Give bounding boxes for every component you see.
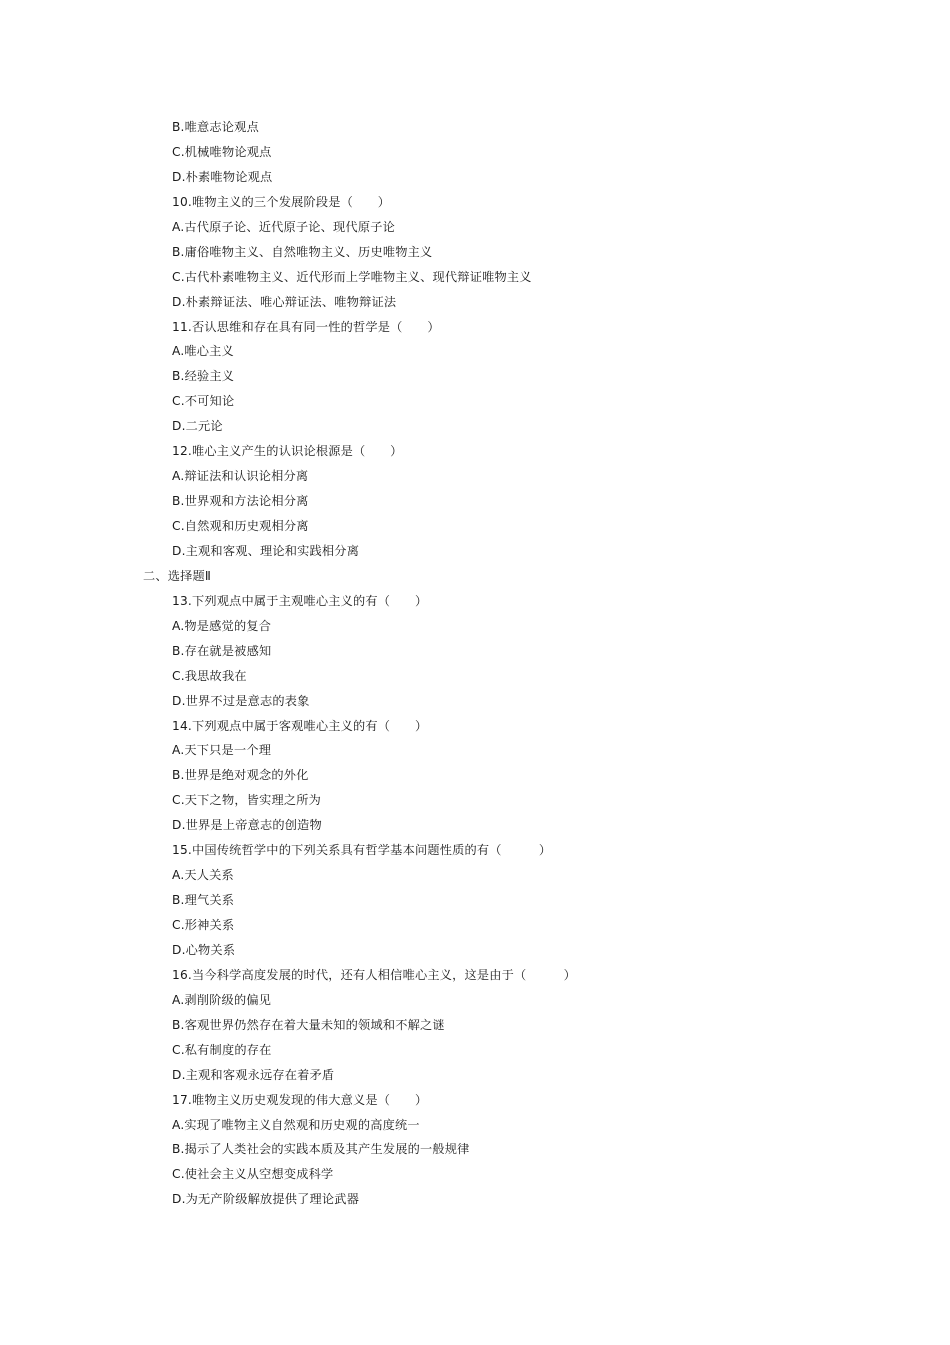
- text-line: A.天人关系: [172, 868, 234, 883]
- text-line: D.心物关系: [172, 942, 236, 957]
- text-line: B.理气关系: [172, 893, 235, 908]
- text-line: D.朴素辩证法、唯心辩证法、唯物辩证法: [172, 294, 397, 309]
- text-line: B.庸俗唯物主义、自然唯物主义、历史唯物主义: [172, 244, 433, 259]
- text-line: D.主观和客观、理论和实践相分离: [172, 543, 360, 558]
- text-line: D.为无产阶级解放提供了理论武器: [172, 1192, 360, 1207]
- text-line: C.不可知论: [172, 394, 235, 409]
- text-line: A.实现了唯物主义自然观和历史观的高度统一: [172, 1117, 420, 1132]
- text-line: B.客观世界仍然存在着大量未知的领域和不解之谜: [172, 1017, 445, 1032]
- text-line: A.物是感觉的复合: [172, 618, 272, 633]
- text-line: A.唯心主义: [172, 344, 234, 359]
- text-line: C.天下之物，皆实理之所为: [172, 793, 322, 808]
- text-line: 13.下列观点中属于主观唯心主义的有（ ）: [172, 593, 428, 608]
- text-line: C.形神关系: [172, 918, 235, 932]
- text-line: B.唯意志论观点: [172, 120, 259, 134]
- text-line: D.世界是上帝意志的创造物: [172, 818, 322, 833]
- text-line: A.天下只是一个理: [172, 743, 272, 758]
- text-line: C.私有制度的存在: [172, 1042, 272, 1057]
- text-line: 12.唯心主义产生的认识论根源是（ ）: [172, 444, 403, 459]
- text-line: C.机械唯物论观点: [172, 144, 272, 159]
- text-line: 16.当今科学高度发展的时代，还有人相信唯心主义，这是由于（ ）: [172, 967, 576, 982]
- text-line: 15.中国传统哲学中的下列关系具有哲学基本问题性质的有（ ）: [172, 843, 552, 858]
- text-line: 11.否认思维和存在具有同一性的哲学是（ ）: [172, 319, 440, 334]
- text-line: D.世界不过是意志的表象: [172, 693, 310, 708]
- section-heading: 二、选择题Ⅱ: [143, 568, 212, 583]
- text-line: A.辩证法和认识论相分离: [172, 469, 309, 484]
- text-line: B.经验主义: [172, 369, 235, 384]
- text-line: C.使社会主义从空想变成科学: [172, 1167, 334, 1182]
- text-line: 10.唯物主义的三个发展阶段是（ ）: [172, 194, 391, 209]
- text-line: D.朴素唯物论观点: [172, 169, 273, 184]
- text-line: D.主观和客观永远存在着矛盾: [172, 1067, 335, 1082]
- text-line: B.揭示了人类社会的实践本质及其产生发展的一般规律: [172, 1142, 470, 1157]
- text-line: A.古代原子论、近代原子论、现代原子论: [172, 219, 395, 234]
- text-line: C.自然观和历史观相分离: [172, 519, 309, 533]
- text-line: A.剥削阶级的偏见: [172, 992, 272, 1007]
- text-line: B.存在就是被感知: [172, 643, 272, 658]
- text-line: 14.下列观点中属于客观唯心主义的有（ ）: [172, 718, 428, 733]
- text-line: C.古代朴素唯物主义、近代形而上学唯物主义、现代辩证唯物主义: [172, 269, 532, 284]
- text-line: D.二元论: [172, 419, 223, 434]
- text-line: B.世界观和方法论相分离: [172, 494, 309, 509]
- document-page: [0, 115, 950, 1212]
- text-line: C.我思故我在: [172, 668, 247, 683]
- text-line: B.世界是绝对观念的外化: [172, 768, 309, 783]
- text-line: 17.唯物主义历史观发现的伟大意义是（ ）: [172, 1092, 428, 1107]
